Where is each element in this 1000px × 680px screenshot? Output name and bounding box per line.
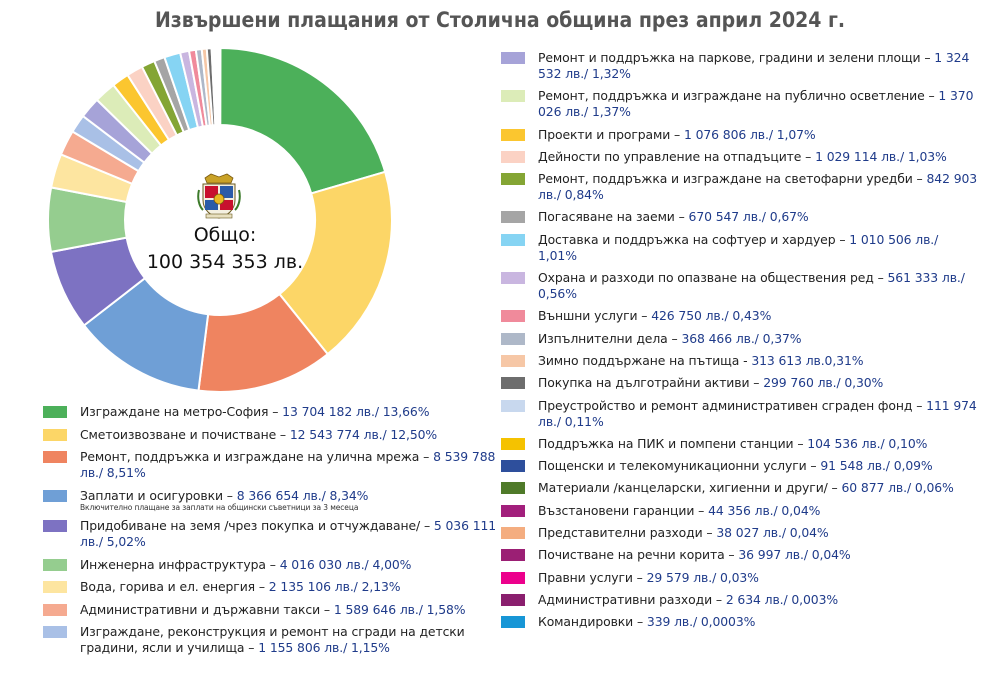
legend-separator: – [320, 601, 334, 617]
legend-value: 8 366 654 лв./ 8,34% [236, 487, 369, 503]
legend-value: 426 750 лв./ 0,43% [651, 308, 772, 324]
legend-value: 1 029 114 лв./ 1,03% [815, 148, 947, 164]
legend-separator: – [873, 270, 888, 286]
legend-swatch [501, 52, 525, 64]
legend-item [40, 404, 500, 420]
legend-separator: – [694, 502, 709, 518]
legend-label: Придобиване на земя /чрез покупка и отчуждаване/ [80, 518, 421, 533]
legend-swatch [501, 234, 525, 246]
legend-label: Представителни разходи [538, 525, 703, 541]
legend-swatch [43, 581, 67, 593]
legend-value: 2 634 лв./ 0,003% [725, 591, 839, 607]
legend-label: Ремонт, поддръжка и изграждане на публично осветление [538, 88, 925, 104]
legend-item [498, 308, 978, 324]
legend-separator: – [912, 397, 927, 413]
legend-value: 1 155 806 лв./ 1,15% [258, 640, 390, 655]
legend-value: 38 027 лв./ 0,04% [716, 525, 829, 541]
legend-value: 1 324 532 лв./ 1,32% [538, 50, 970, 81]
legend-item [40, 624, 500, 656]
legend-label: Изпълнителни дела [538, 330, 668, 346]
legend-item [498, 270, 978, 302]
center-total-value: 100 354 353 лв. [146, 251, 304, 273]
legend-swatch [43, 559, 67, 571]
legend-label: Външни услуги [538, 308, 638, 324]
legend-value: 670 547 лв./ 0,67% [688, 209, 809, 225]
legend-separator: – [632, 569, 647, 585]
legend-separator: – [222, 487, 237, 503]
legend-value: 368 466 лв./ 0,37% [681, 330, 802, 346]
legend-label: Инженерна инфраструктура [80, 556, 266, 572]
sofia-coat-of-arms-icon [197, 172, 241, 220]
legend-label: Административни и държавни такси [80, 601, 321, 617]
legend-swatch [501, 400, 525, 412]
legend-separator: – [702, 525, 717, 541]
chart-title: Извършени плащания от Столична община през април 2024 г. [154, 8, 846, 32]
legend-label: Пощенски и телекомуникационни услуги [538, 458, 807, 474]
legend-swatch [501, 616, 525, 628]
legend-separator: – [637, 308, 652, 324]
legend-separator: – [633, 614, 647, 630]
legend-item [498, 88, 978, 120]
legend-value: 842 903 лв./ 0,84% [538, 171, 978, 203]
legend-label: Възстановени гаранции [538, 502, 695, 518]
donut-slice-1 [220, 48, 385, 193]
legend-item [40, 449, 500, 481]
legend-value: 1 370 026 лв./ 1,37% [538, 88, 974, 120]
legend-separator: – [667, 330, 682, 346]
legend-label: Командировки [538, 614, 634, 630]
donut-chart [40, 40, 400, 400]
legend-label: Ремонт, поддръжка и изграждане на улична мрежа [80, 449, 420, 464]
legend-separator: – [827, 480, 842, 496]
legend-separator: – [419, 449, 434, 464]
legend-label: Почистване на речни корита [538, 547, 725, 563]
legend-swatch [501, 272, 525, 284]
legend-swatch [501, 211, 525, 223]
legend-value: 5 036 111 лв./ 5,02% [80, 518, 497, 549]
legend-item [498, 614, 978, 630]
legend-note: Включително плащане за заплати на общински съветници за 3 месеца [80, 502, 359, 512]
legend-separator: – [806, 458, 821, 474]
legend-label: Ремонт, поддръжка и изграждане на светофарни уредби [538, 171, 913, 187]
legend-label: Дейности по управление на отпадъците [538, 148, 802, 164]
legend-swatch [501, 527, 525, 539]
legend-separator: – [712, 591, 726, 607]
legend-item [40, 602, 500, 618]
legend-item [498, 149, 978, 165]
legend-value: 104 536 лв./ 0,10% [807, 435, 928, 451]
legend-swatch [43, 429, 67, 441]
legend-separator: – [924, 88, 939, 104]
legend-value: 13 704 182 лв./ 13,66% [282, 404, 430, 419]
legend-value: 561 333 лв./ 0,56% [538, 270, 965, 302]
legend-swatch [43, 604, 67, 616]
legend-label: Административни разходи [538, 591, 713, 607]
legend-item [40, 557, 500, 573]
center-total [130, 222, 320, 276]
legend-separator: – [255, 579, 269, 594]
legend-swatch [501, 482, 525, 494]
legend-label: Охрана и разходи по опазване на обществения ред [538, 270, 874, 286]
legend-value: 36 997 лв./ 0,04% [738, 547, 851, 563]
legend-item [498, 50, 978, 82]
legend-label: Материали /канцеларски, хигиенни и други/ [538, 480, 828, 496]
legend-value: 2 135 106 лв./ 2,13% [268, 579, 401, 594]
legend-value: 111 974 лв./ 0,11% [538, 397, 977, 429]
legend-label: Правни услуги [538, 569, 633, 585]
legend-item [498, 232, 978, 264]
legend-value: 8 539 788 лв./ 8,51% [80, 449, 496, 480]
legend-swatch [501, 90, 525, 102]
legend-value: 1 010 506 лв./ 1,01% [538, 231, 939, 263]
legend-item [498, 503, 978, 519]
legend-separator: – [724, 547, 739, 563]
legend-separator: – [801, 148, 816, 164]
legend-separator: – [268, 404, 283, 419]
legend-swatch [43, 490, 67, 502]
legend-label: Сметоизвозване и почистване [80, 426, 277, 442]
legend-value: 4 016 030 лв./ 4,00% [279, 556, 412, 572]
legend-separator: – [276, 426, 290, 442]
legend-label: Заплати и осигуровки [80, 487, 223, 503]
legend-label: Поддръжка на ПИК и помпени станции [538, 435, 794, 451]
legend-separator: - [739, 352, 752, 368]
legend-item [498, 525, 978, 541]
legend-value: 60 877 лв./ 0,06% [841, 480, 954, 496]
legend-item [40, 579, 500, 595]
legend-value: 44 356 лв./ 0,04% [708, 502, 821, 518]
legend-swatch [43, 520, 67, 532]
legend-label: Зимно поддържане на пътища [538, 352, 740, 368]
legend-value: 12 543 774 лв./ 12,50% [289, 426, 438, 442]
legend-item [498, 127, 978, 143]
legend-separator: – [920, 50, 935, 65]
legend-item [498, 436, 978, 452]
legend-label: Доставка и поддръжка на софтуер и хардуер [538, 231, 836, 247]
legend-item [498, 480, 978, 496]
legend-swatch [501, 460, 525, 472]
legend-item [40, 518, 500, 550]
legend-item [498, 592, 978, 608]
legend-swatch [501, 173, 525, 185]
legend-value: 1 589 646 лв./ 1,58% [333, 601, 466, 617]
legend-item [498, 209, 978, 225]
legend-item [498, 458, 978, 474]
legend-separator: – [265, 556, 280, 572]
center-total-label: Общо: [193, 224, 257, 246]
legend-swatch [43, 406, 67, 418]
legend-swatch [43, 451, 67, 463]
legend-swatch [501, 505, 525, 517]
legend-value: 313 613 лв.0,31% [751, 352, 864, 368]
legend-separator: – [912, 171, 927, 187]
legend-swatch [501, 151, 525, 163]
legend-item [498, 171, 978, 203]
legend-swatch [501, 310, 525, 322]
legend-item [40, 427, 500, 443]
legend-right [498, 50, 978, 637]
legend-swatch [501, 333, 525, 345]
legend-swatch [501, 572, 525, 584]
legend-separator: – [793, 435, 808, 451]
legend-value: 339 лв./ 0,0003% [646, 614, 756, 630]
legend-separator: – [674, 209, 689, 225]
legend-item [40, 488, 500, 512]
legend-label: Вода, горива и ел. енергия [80, 579, 256, 594]
legend-label: Проекти и програми [538, 126, 671, 142]
legend-swatch [501, 438, 525, 450]
legend-value: 1 076 806 лв./ 1,07% [683, 126, 816, 142]
legend-label: Покупка на дълготрайни активи [538, 375, 750, 391]
legend-swatch [501, 549, 525, 561]
legend-left [40, 404, 500, 663]
legend-label: Ремонт и поддръжка на паркове, градини и зелени площи [538, 50, 921, 65]
legend-swatch [501, 129, 525, 141]
legend-item [498, 353, 978, 369]
legend-value: 299 760 лв./ 0,30% [763, 375, 884, 391]
legend-value: 29 579 лв./ 0,03% [646, 569, 759, 585]
legend-item [498, 570, 978, 586]
legend-swatch [501, 377, 525, 389]
legend-separator: – [670, 126, 684, 142]
legend-label: Изграждане на метро-София [80, 404, 269, 419]
legend-swatch [501, 594, 525, 606]
legend-value: 91 548 лв./ 0,09% [820, 458, 933, 474]
legend-swatch [43, 626, 67, 638]
legend-item [498, 331, 978, 347]
legend-separator: – [749, 375, 764, 391]
legend-swatch [501, 355, 525, 367]
legend-item [498, 375, 978, 391]
legend-label: Преустройство и ремонт административен сграден фонд [538, 397, 913, 413]
legend-label: Погасяване на заеми [538, 209, 675, 225]
legend-separator: – [835, 231, 850, 247]
legend-label: Изграждане, реконструкция и ремонт на сгради на детски градини, ясли и училища [80, 624, 465, 655]
legend-item [498, 398, 978, 430]
legend-separator: – [244, 640, 259, 655]
legend-separator: – [420, 518, 434, 533]
legend-item [498, 547, 978, 563]
